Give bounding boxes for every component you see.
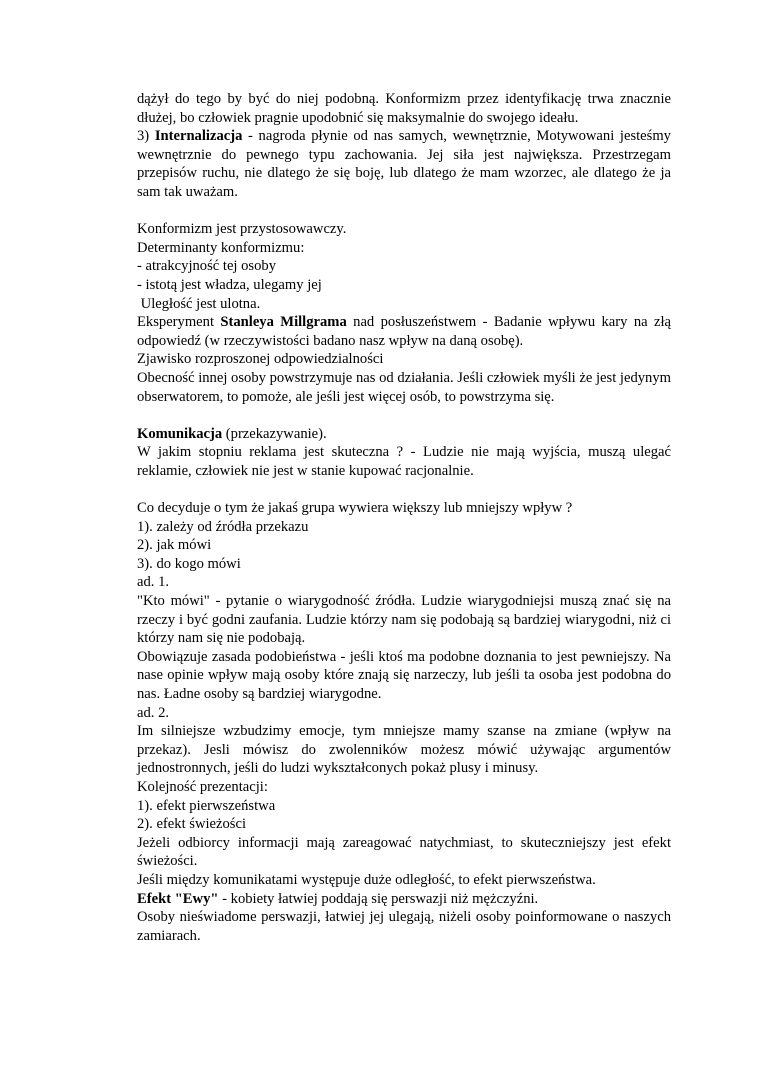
swiezosc-paragraph: Jeżeli odbiorcy informacji mają zareagować natychmiast, to skuteczniejszy jest efekt świeżości.	[137, 834, 671, 870]
list-item: 2). efekt świeżości	[137, 816, 247, 833]
zjawisko-paragraph: Obecność innej osoby powstrzymuje nas od działania. Jeśli człowiek myśli że jest jedynym obserwatorem, to pomoże, ale jeśli jest więcej osób, to powstrzyma się.	[137, 369, 671, 405]
list-item: 3). do kogo mówi	[137, 555, 241, 572]
blank-line	[137, 480, 671, 499]
konformizm-line-5: Uległość jest ulotna.	[137, 295, 261, 312]
internalizacja-paragraph	[137, 127, 671, 201]
komunikacja-rest: (przekazywanie).	[222, 425, 327, 442]
eksperyment-prefix: Eksperyment	[137, 314, 221, 331]
blank-line	[137, 406, 671, 425]
konformizm-line-4: - istotą jest władza, ulegamy jej	[137, 276, 322, 293]
ewa-term: Efekt "Ewy"	[137, 890, 219, 907]
emocje-paragraph: Im silniejsze wzbudzimy emocje, tym mniejsze mamy szanse na zmiane (wpływ na przekaz). Jesli mówisz do zwolenników możesz mówić używając argumentów jednostronnych, jeśli do ludzi wykształconych pokaż plusy i minusy.	[137, 723, 671, 777]
kto-mowi-paragraph: "Kto mówi" - pytanie o wiarygodność źródła. Ludzie wiarygodniejsi muszą znać się na rzeczy i być godni zaufania. Ludzie którzy nam się podobają są bardziej wiarygodni, niż ci którzy nam się nie podobają.	[137, 593, 671, 647]
komunikacja-term: Komunikacja	[137, 425, 223, 442]
konformizm-line-2: Determinanty konformizmu:	[137, 239, 305, 256]
komunikacja-heading	[137, 425, 671, 444]
pierwszenstwo-paragraph: Jeśli między komunikatami występuje duże odległość, to efekt pierwszeństwa.	[137, 871, 596, 888]
eksperyment-name: Stanleya Millgrama	[220, 314, 347, 331]
internalizacja-term: Internalizacja	[154, 128, 243, 145]
perswazja-paragraph: Osoby nieświadome perswazji, łatwiej jej ulegają, niżeli osoby poinformowane o naszych zamiarach.	[137, 909, 671, 944]
ad-2-label: ad. 2.	[137, 704, 170, 721]
ewa-paragraph	[137, 890, 671, 909]
ewa-text: - kobiety łatwiej poddają się perswazji niż mężczyźni.	[218, 890, 539, 907]
ad-1-label: ad. 1.	[137, 574, 170, 591]
komunikacja-paragraph: W jakim stopniu reklama jest skuteczna ? - Ludzie nie mają wyjścia, muszą ulegać reklamie, człowiek nie jest w stanie kupować racjonalnie.	[137, 444, 671, 479]
konformizm-line-1: Konformizm jest przystosowawczy.	[137, 221, 347, 238]
konformizm-line-3: - atrakcyjność tej osoby	[137, 258, 277, 275]
intro-paragraph: dążył do tego by być do niej podobną. Konformizm przez identyfikację trwa znacznie dłużej, bo człowiek pragnie upodobnić się maksymalnie do swojego ideału.	[137, 91, 671, 126]
eksperyment-text: nad posłuszeństwem - Badanie wpływu kary na złą odpowiedź (w rzeczywistości badano nasz wpływ na daną osobę).	[137, 314, 671, 349]
eksperyment-paragraph	[137, 313, 671, 350]
blank-line	[137, 202, 671, 221]
item-number: 3)	[137, 128, 150, 145]
list-item: 1). efekt pierwszeństwa	[137, 797, 276, 814]
zjawisko-title: Zjawisko rozproszonej odpowiedzialności	[137, 351, 384, 368]
list-item: 1). zależy od źródła przekazu	[137, 518, 309, 535]
list-item: 2). jak mówi	[137, 537, 212, 554]
co-decyduje-question: Co decyduje o tym że jakaś grupa wywiera większy lub mniejszy wpływ ?	[137, 500, 573, 517]
kolejnosc-title: Kolejność prezentacji:	[137, 778, 268, 795]
podobienstwo-paragraph: Obowiązuje zasada podobieństwa - jeśli ktoś ma podobne doznania to jest pewniejszy. Na nase opinie wpływ mają osoby które znają się narzeczy, lub jeśli ta osoba jest podobna do nas. Ładne osoby są bardziej wiarygodne.	[137, 648, 671, 702]
internalizacja-text: - nagroda płynie od nas samych, wewnętrznie, Motywowani jesteśmy wewnętrznie do pewnego typu zachowania. Jej siła jest największa. Przestrzegam przepisów ruchu, nie dlatego że się boję, lub dlatego że mam wzorzec, ale dlatego że ja sam tak uważam.	[137, 128, 671, 200]
